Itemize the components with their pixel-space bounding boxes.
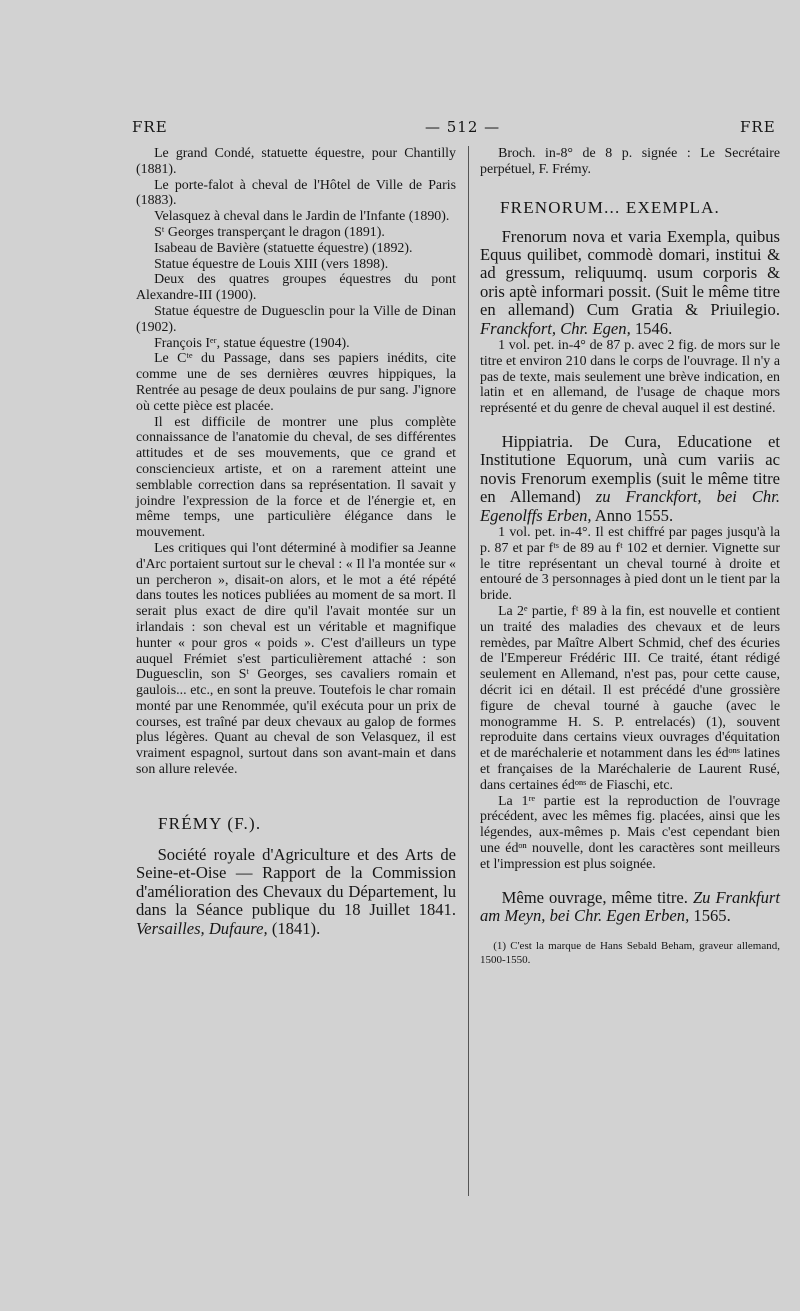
entry-heading-frenorum: FRENORUM... EXEMPLA. <box>500 197 720 217</box>
entry-imprint: Franckfort, Chr. Egen, <box>480 318 631 338</box>
text-paragraph: Sᵗ Georges transperçant le dragon (1891). <box>154 224 385 240</box>
right-column <box>480 146 780 967</box>
entry-title: Société royale d'Agriculture et des Arts de Seine-et-Oise — Rapport de la Commission d'amélioration des Chevaux du Département, lu dans la Séance publique du 18 Juillet 1841. <box>136 844 456 920</box>
entry-imprint: Zu Frankfurt am Meyn, bei Chr. Egen Erben, <box>480 887 780 925</box>
text-paragraph: Le porte-falot à cheval de l'Hôtel de Ville de Paris (1883). <box>136 177 456 209</box>
text-paragraph: Les critiques qui l'ont déterminé à modifier sa Jeanne d'Arc portaient surtout sur le cheval : « Il l'a montée sur « un percheron », disait-on alors, et le mot a été répété dans toutes les notices publiées au moment de sa mort. Il serait plus exact de dire qu'il l'avait montée sur un irlandais : son cheval est un véritable et magnifique hunter « pour gros « poids ». C'est d'ailleurs un type auquel Frémiet s'est particulièrement attaché : son Duguesclin, son Sᵗ Georges, ses cavaliers romain et gaulois... etc., en sont la preuve. Toutefois le char romain monté par une Renommée, qu'il exécuta pour un prix de courses, est traîné par deux chevaux au galop de formes plus légères. Quant au cheval de son Velasquez, il est vraiment espagnol, surtout dans son avant-main et dans son allure relevée. <box>136 540 456 778</box>
bibliographic-entry <box>480 889 780 926</box>
entry-description: 1 vol. pet. in-4°. Il est chiffré par pages jusqu'à la p. 87 et par fᵗˢ de 89 au fᵗ 102 et dernier. Vignette sur le titre représentant un cheval tourné à droite et entouré de 3 personnages à pied dont un le tient par la bride. <box>480 525 780 604</box>
entry-title: Frenorum nova et varia Exempla, quibus Equus quilibet, commodè domari, institui & ad gressum, reliquumq. usum corporis & oris aptè informari possit. (Suit le même titre en allemand) Cum Gratia & Priuilegio. <box>480 226 780 320</box>
text-paragraph: François Iᵉʳ, statue équestre (1904). <box>154 335 350 351</box>
entry-imprint: zu Franckfort, bei Chr. Egenolffs Erben, <box>480 487 780 525</box>
entry-year: Anno 1555. <box>594 505 674 525</box>
entry-title: Hippiatria. De Cura, Educatione et Institutione Equorum, unà cum variis ac novis Frenorum exemplis (suit le même titre en Allemand) <box>480 432 780 507</box>
entry-description: 1 vol. pet. in-4° de 87 p. avec 2 fig. de mors sur le titre et environ 210 dans le corps de l'ouvrage. Il n'y a pas de texte, mais seulement une brève indication, en latin et en allemand, de l'usage de chaque mors représenté et du genre de cheval auquel il est destiné. <box>480 338 780 417</box>
running-head-left: FRE <box>132 118 168 136</box>
text-paragraph: Statue équestre de Louis XIII (vers 1898). <box>154 256 389 272</box>
spacer <box>480 417 780 433</box>
running-head-right: FRE <box>740 118 776 136</box>
footnote: (1) C'est la marque de Hans Sebald Beham, graveur allemand, 1500-1550. <box>480 940 780 967</box>
entry-title: Même ouvrage, même titre. <box>501 887 688 907</box>
text-paragraph: Isabeau de Bavière (statuette équestre) (1892). <box>154 240 413 256</box>
entry-year: (1841). <box>271 918 321 938</box>
entry-imprint: Versailles, Dufaure, <box>136 918 268 938</box>
text-paragraph: Il est difficile de montrer une plus complète connaissance de l'anatomie du cheval, de ses différentes attitudes et de ses mouvements, que ce grand et consciencieux artiste, et on a rarement atteint une semblable correction dans sa représentation. Il savait y joindre l'expression de la force et de l'énergie et, en même temps, une particulière élégance dans le mouvement. <box>136 414 456 541</box>
bibliographic-entry <box>480 433 780 525</box>
entry-year: 1546. <box>634 318 673 338</box>
entry-year: 1565. <box>693 905 731 925</box>
page-number: — 512 — <box>425 118 501 136</box>
left-column <box>136 146 456 938</box>
entry-description: La 1ʳᵉ partie est la reproduction de l'ouvrage précédent, avec les mêmes fig. placées, ainsi que les légendes, aux-mêmes p. Mais c'est cependant bien une édᵒⁿ nouvelle, dont les caractères sont meilleurs et l'impression est plus soignée. <box>480 793 780 872</box>
text-paragraph: Broch. in-8° de 8 p. signée : Le Secrétaire perpétuel, F. Frémy. <box>480 146 780 177</box>
entry-description: La 2ᵉ partie, fᵗ 89 à la fin, est nouvelle et contient un traité des maladies des chevaux et de leurs remèdes, par Maître Albert Schmid, chef des écuries de l'Empereur Frédéric III. Ce traité, étant rédigé seulement en Allemand, n'est pas, pour cette cause, décrit ici en détail. Il est précédé d'une grossière figure de cheval tourné à gauche (avec le monogramme H. S. P. entrelacés) (1), souvent reproduite dans certains vieux ouvrages d'équitation et de maréchalerie et notamment dans les édᵒⁿˢ latines et françaises de la Maréchalerie de Laurent Rusé, dans certaines édᵒⁿˢ de Fiaschi, etc. <box>480 604 780 793</box>
text-paragraph: Deux des quatres groupes équestres du pont Alexandre-III (1900). <box>136 272 456 304</box>
spacer <box>480 873 780 889</box>
column-divider <box>468 146 469 1196</box>
bibliographic-entry <box>480 228 780 338</box>
text-paragraph: Le Cᵗᵉ du Passage, dans ses papiers inédits, cite comme une de ses dernières œuvres hippiques, la Rentrée au pesage de deux poulains de pur sang. J'ignore où cette pièce est placée. <box>136 351 456 414</box>
text-paragraph: Le grand Condé, statuette équestre, pour Chantilly (1881). <box>136 146 456 177</box>
entry-heading-fremy: FRÉMY (F.). <box>158 813 262 833</box>
bibliographic-entry <box>136 846 456 938</box>
text-paragraph: Statue équestre de Duguesclin pour la Ville de Dinan (1902). <box>136 303 456 335</box>
text-paragraph: Velasquez à cheval dans le Jardin de l'Infante (1890). <box>154 209 450 225</box>
